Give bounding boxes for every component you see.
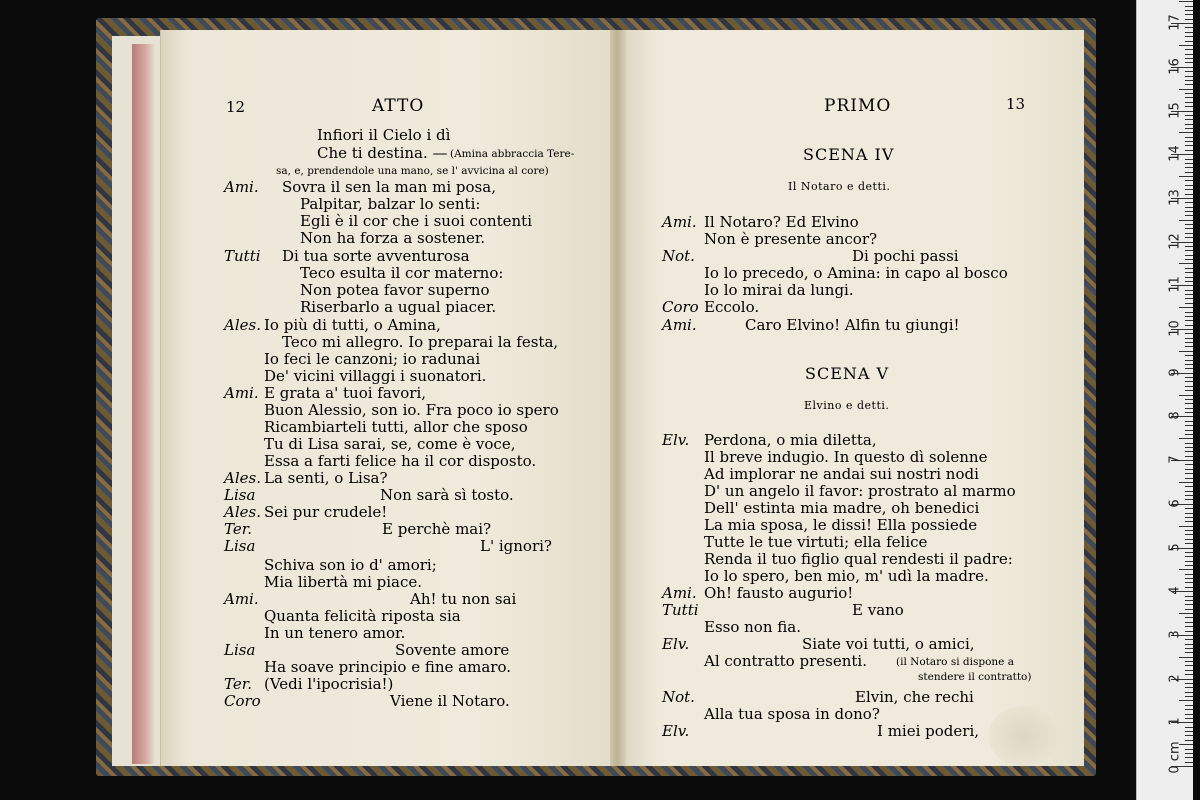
ruler-tick bbox=[1185, 141, 1193, 142]
ruler-label: 17 bbox=[1167, 14, 1183, 31]
ruler-tick bbox=[1185, 150, 1193, 151]
speaker-label: Coro bbox=[224, 692, 261, 710]
ruler-label: 7 bbox=[1167, 455, 1183, 464]
ruler-tick bbox=[1185, 644, 1193, 645]
verse-line: Sovra il sen la man mi posa, bbox=[282, 178, 496, 196]
ruler-tick bbox=[1185, 159, 1193, 160]
ruler-tick bbox=[1185, 718, 1193, 719]
speaker-label: Elv. bbox=[662, 722, 690, 740]
ruler-tick bbox=[1185, 604, 1193, 605]
verse-line: Io lo mirai da lungi. bbox=[704, 281, 854, 299]
ruler-tick bbox=[1185, 360, 1193, 361]
ruler-tick bbox=[1185, 290, 1193, 291]
ruler-tick bbox=[1185, 762, 1193, 763]
verse-line: Ah! tu non sai bbox=[410, 590, 517, 608]
ruler-tick bbox=[1185, 543, 1193, 544]
ruler-tick bbox=[1185, 648, 1193, 649]
ruler-tick bbox=[1185, 281, 1193, 282]
ruler-tick bbox=[1185, 622, 1193, 623]
ruler-tick bbox=[1185, 552, 1193, 553]
ruler-tick bbox=[1185, 76, 1193, 77]
verse-line: Tu di Lisa sarai, se, come è voce, bbox=[264, 435, 516, 453]
ruler-tick bbox=[1185, 80, 1193, 81]
speaker-label: Ami. bbox=[662, 316, 697, 334]
scene-characters: Il Notaro e detti. bbox=[788, 180, 891, 193]
verse-line: Essa a farti felice ha il cor disposto. bbox=[264, 452, 537, 470]
verse-line: Ha soave principio e fine amaro. bbox=[264, 658, 511, 676]
ruler-tick bbox=[1185, 128, 1193, 129]
verse-line: Dell' estinta mia madre, oh benedici bbox=[704, 499, 980, 517]
verse-line: Il breve indugio. In questo dì solenne bbox=[704, 448, 988, 466]
ruler-label: 5 bbox=[1167, 542, 1183, 552]
verse-line: Il Notaro? Ed Elvino bbox=[704, 213, 859, 231]
verse-line: D' un angelo il favor: prostrato al marmo bbox=[704, 482, 1016, 500]
verse-line: Teco mi allegro. Io preparai la festa, bbox=[282, 333, 559, 351]
ruler-tick bbox=[1185, 705, 1193, 706]
ruler-tick bbox=[1185, 578, 1193, 579]
ruler-tick bbox=[1185, 412, 1193, 413]
ruler-tick bbox=[1179, 395, 1193, 396]
ruler-tick bbox=[1179, 569, 1193, 570]
ruler-tick bbox=[1185, 185, 1193, 186]
speaker-label: Ales. bbox=[224, 469, 261, 487]
ruler-label: 0 cm bbox=[1167, 741, 1183, 774]
verse-line: Schiva son io d' amori; bbox=[264, 556, 437, 574]
ruler-tick bbox=[1185, 735, 1193, 736]
ruler-tick bbox=[1185, 312, 1193, 313]
speaker-label: Ales. bbox=[224, 503, 261, 521]
ruler-tick bbox=[1185, 670, 1193, 671]
ruler-tick bbox=[1185, 145, 1193, 146]
ruler-tick bbox=[1185, 228, 1193, 229]
speaker-label: Tutti bbox=[224, 247, 261, 265]
ruler-label: 4 bbox=[1167, 586, 1183, 595]
ruler-tick bbox=[1185, 464, 1193, 465]
ruler-tick bbox=[1185, 268, 1193, 269]
ruler-tick bbox=[1185, 600, 1193, 601]
verse-line: Sovente amore bbox=[395, 641, 510, 659]
ruler-tick bbox=[1185, 434, 1193, 435]
ruler-tick bbox=[1185, 447, 1193, 448]
ruler-tick bbox=[1185, 478, 1193, 479]
ruler-tick bbox=[1185, 587, 1193, 588]
ruler-tick bbox=[1185, 19, 1193, 20]
verse-line: Oh! fausto augurio! bbox=[704, 584, 854, 602]
ruler-tick bbox=[1185, 115, 1193, 116]
ruler-tick bbox=[1185, 32, 1193, 33]
ruler-tick bbox=[1185, 753, 1193, 754]
ruler-tick bbox=[1179, 263, 1193, 264]
ruler-label: 8 bbox=[1167, 411, 1183, 421]
ruler-tick bbox=[1185, 167, 1193, 168]
ruler-tick bbox=[1185, 425, 1193, 426]
ruler-tick bbox=[1185, 180, 1193, 181]
ruler-tick bbox=[1185, 530, 1193, 531]
ruler-tick bbox=[1185, 320, 1193, 321]
ruler-tick bbox=[1185, 194, 1193, 195]
verse-line: Renda il tuo figlio qual rendesti il padre: bbox=[704, 550, 1013, 568]
scene-characters: Elvino e detti. bbox=[804, 399, 890, 412]
ruler-tick bbox=[1185, 58, 1193, 59]
ruler-tick bbox=[1185, 386, 1193, 387]
ruler-tick bbox=[1185, 84, 1193, 85]
ruler-tick bbox=[1185, 215, 1193, 216]
ruler-tick bbox=[1185, 342, 1193, 343]
verse-line: Sei pur crudele! bbox=[264, 503, 388, 521]
ruler-tick bbox=[1179, 307, 1193, 308]
ruler-tick bbox=[1185, 521, 1193, 522]
ruler-tick bbox=[1185, 403, 1193, 404]
ruler-tick bbox=[1185, 49, 1193, 50]
ruler-label: 11 bbox=[1167, 276, 1183, 294]
paper-stain bbox=[988, 706, 1058, 766]
ruler-tick bbox=[1185, 683, 1193, 684]
verse-line: Perdona, o mia diletta, bbox=[704, 431, 877, 449]
verse-line: E grata a' tuoi favori, bbox=[264, 384, 427, 402]
ruler-tick bbox=[1185, 294, 1193, 295]
ruler-tick bbox=[1185, 661, 1193, 662]
speaker-label: Ami. bbox=[224, 590, 259, 608]
ruler-tick bbox=[1185, 582, 1193, 583]
speaker-label: Ales. bbox=[224, 316, 261, 334]
ruler-tick bbox=[1185, 102, 1193, 103]
verse-line: Quanta felicità riposta sia bbox=[264, 607, 461, 625]
ruler-tick bbox=[1179, 351, 1193, 352]
ruler-tick bbox=[1185, 211, 1193, 212]
ruler-tick bbox=[1185, 421, 1193, 422]
verse-line: Non sarà sì tosto. bbox=[380, 486, 514, 504]
ruler-tick bbox=[1185, 233, 1193, 234]
verse-line: Teco esulta il cor materno: bbox=[300, 264, 504, 282]
verse-line: Ad implorar ne andai sui nostri nodi bbox=[704, 465, 979, 483]
measuring-ruler bbox=[1136, 0, 1193, 800]
running-head-left: ATTO bbox=[372, 96, 425, 116]
ruler-tick bbox=[1185, 473, 1193, 474]
ruler-tick bbox=[1185, 692, 1193, 693]
speaker-label: Ami. bbox=[224, 384, 259, 402]
verse-line: Non potea favor superno bbox=[300, 281, 490, 299]
speaker-label: Not. bbox=[662, 688, 695, 706]
ruler-tick bbox=[1185, 377, 1193, 378]
verse-line: Io più di tutti, o Amina, bbox=[264, 316, 441, 334]
ruler-label: 1 bbox=[1167, 717, 1183, 726]
ruler-tick bbox=[1185, 430, 1193, 431]
ruler-tick bbox=[1185, 561, 1193, 562]
verse-line: Esso non fia. bbox=[704, 618, 801, 636]
speaker-label: Ami. bbox=[662, 213, 697, 231]
ruler-tick bbox=[1185, 617, 1193, 618]
ruler-tick bbox=[1185, 237, 1193, 238]
verse-line: Io feci le canzoni; io radunai bbox=[264, 350, 481, 368]
verse-line: E perchè mai? bbox=[382, 520, 492, 538]
ruler-tick bbox=[1185, 513, 1193, 514]
ruler-tick bbox=[1185, 740, 1193, 741]
ruler-tick bbox=[1185, 534, 1193, 535]
ruler-tick bbox=[1185, 687, 1193, 688]
ruler-tick bbox=[1185, 486, 1193, 487]
ruler-tick bbox=[1185, 517, 1193, 518]
verse-line: Viene il Notaro. bbox=[390, 692, 510, 710]
ruler-tick bbox=[1179, 89, 1193, 90]
ruler-tick bbox=[1185, 508, 1193, 509]
ruler-tick bbox=[1185, 316, 1193, 317]
ruler-tick bbox=[1185, 255, 1193, 256]
ruler-label: 3 bbox=[1167, 630, 1183, 639]
ruler-tick bbox=[1185, 338, 1193, 339]
ruler-tick bbox=[1185, 119, 1193, 120]
verse-line: Palpitar, balzar lo senti: bbox=[300, 195, 481, 213]
ruler-tick bbox=[1185, 10, 1193, 11]
ruler-tick bbox=[1185, 71, 1193, 72]
ruler-tick bbox=[1185, 456, 1193, 457]
verse-line: Mia libertà mi piace. bbox=[264, 573, 423, 591]
verse-line: (Vedi l'ipocrisia!) bbox=[264, 675, 394, 693]
ruler-label: 6 bbox=[1167, 499, 1183, 508]
ruler-tick bbox=[1185, 298, 1193, 299]
ruler-tick bbox=[1185, 665, 1193, 666]
speaker-label: Tutti bbox=[662, 601, 699, 619]
ruler-tick bbox=[1185, 163, 1193, 164]
ruler-tick bbox=[1185, 596, 1193, 597]
ruler-tick bbox=[1185, 381, 1193, 382]
speaker-label: Ter. bbox=[224, 520, 253, 538]
ruler-tick bbox=[1179, 132, 1193, 133]
page-number-left: 12 bbox=[226, 98, 246, 116]
ruler-label: 9 bbox=[1167, 368, 1183, 377]
verse-line: Buon Alessio, son io. Fra poco io spero bbox=[264, 401, 559, 419]
ruler-tick bbox=[1179, 1, 1193, 2]
verse-line: I miei poderi, bbox=[877, 722, 980, 740]
ruler-tick bbox=[1185, 499, 1193, 500]
ruler-tick bbox=[1179, 657, 1193, 658]
ruler-tick bbox=[1185, 408, 1193, 409]
ruler-tick bbox=[1185, 443, 1193, 444]
ruler-tick bbox=[1185, 41, 1193, 42]
ruler-tick bbox=[1185, 277, 1193, 278]
ruler-tick bbox=[1179, 700, 1193, 701]
ruler-tick bbox=[1185, 97, 1193, 98]
speaker-label: Elv. bbox=[662, 635, 690, 653]
ruler-tick bbox=[1185, 749, 1193, 750]
ruler-label: 16 bbox=[1167, 58, 1183, 75]
scene-title: SCENA V bbox=[805, 364, 890, 383]
ruler-tick bbox=[1185, 652, 1193, 653]
ruler-tick bbox=[1185, 36, 1193, 37]
ruler-label: 13 bbox=[1167, 189, 1183, 206]
ruler-tick bbox=[1179, 482, 1193, 483]
ruler-tick bbox=[1185, 714, 1193, 715]
ruler-tick bbox=[1185, 346, 1193, 347]
ruler-tick bbox=[1185, 272, 1193, 273]
ruler-tick bbox=[1179, 438, 1193, 439]
ruler-tick bbox=[1185, 390, 1193, 391]
ruler-tick bbox=[1185, 731, 1193, 732]
verse-line: Io lo spero, ben mio, m' udì la madre. bbox=[704, 567, 989, 585]
ruler-tick bbox=[1185, 27, 1193, 28]
ruler-tick bbox=[1179, 220, 1193, 221]
verse-line: Alla tua sposa in dono? bbox=[704, 705, 880, 723]
ruler-tick bbox=[1185, 565, 1193, 566]
verse-line: Elvin, che rechi bbox=[855, 688, 974, 706]
speaker-label: Lisa bbox=[224, 641, 256, 659]
verse-line: Di pochi passi bbox=[852, 247, 959, 265]
ruler-tick bbox=[1185, 626, 1193, 627]
verse-line: Egli è il cor che i suoi contenti bbox=[300, 212, 533, 230]
ruler-tick bbox=[1185, 399, 1193, 400]
verse-line: Non ha forza a sostener. bbox=[300, 229, 486, 247]
ruler-tick bbox=[1185, 495, 1193, 496]
book-gutter bbox=[610, 30, 626, 766]
ruler-tick bbox=[1185, 451, 1193, 452]
ruler-tick bbox=[1185, 62, 1193, 63]
verse-line: Al contratto presenti. bbox=[704, 652, 867, 670]
speaker-label: Not. bbox=[662, 247, 695, 265]
verse-line: Di tua sorte avventurosa bbox=[282, 247, 470, 265]
ruler-tick bbox=[1185, 172, 1193, 173]
running-head-right: PRIMO bbox=[824, 96, 892, 116]
verse-line: Siate voi tutti, o amici, bbox=[802, 635, 975, 653]
ruler-tick bbox=[1185, 469, 1193, 470]
speaker-label: Ter. bbox=[224, 675, 253, 693]
verse-line: La senti, o Lisa? bbox=[264, 469, 388, 487]
ruler-tick bbox=[1185, 54, 1193, 55]
ruler-tick bbox=[1185, 674, 1193, 675]
verse-line: L' ignori? bbox=[480, 537, 552, 555]
stage-direction: (il Notaro si dispone a bbox=[896, 656, 1014, 668]
ruler-label: 14 bbox=[1167, 145, 1183, 162]
ruler-label: 2 bbox=[1167, 673, 1183, 683]
speaker-label: Lisa bbox=[224, 537, 256, 555]
ruler-tick bbox=[1185, 6, 1193, 7]
verse-line: Tutte le tue virtuti; ella felice bbox=[704, 533, 928, 551]
ruler-tick bbox=[1185, 14, 1193, 15]
ruler-tick bbox=[1185, 631, 1193, 632]
ruler-tick bbox=[1179, 176, 1193, 177]
verse-line: Riserbarlo a ugual piacer. bbox=[300, 298, 497, 316]
verse-line: De' vicini villaggi i suonatori. bbox=[264, 367, 487, 385]
ruler-tick bbox=[1185, 696, 1193, 697]
ruler-tick bbox=[1185, 124, 1193, 125]
ruler-tick bbox=[1185, 355, 1193, 356]
verse-line: Infiori il Cielo i dì bbox=[317, 126, 451, 144]
ruler-tick bbox=[1185, 246, 1193, 247]
stage-direction: stendere il contratto) bbox=[918, 671, 1032, 683]
page-number-right: 13 bbox=[1006, 95, 1026, 113]
ruler-tick bbox=[1185, 539, 1193, 540]
stage-direction: sa, e, prendendole una mano, se l' avvicina al core) bbox=[276, 165, 549, 177]
ruler-label: 15 bbox=[1167, 101, 1183, 119]
verse-line: In un tenero amor. bbox=[264, 624, 406, 642]
ruler-tick bbox=[1185, 106, 1193, 107]
verse-line: E vano bbox=[852, 601, 904, 619]
ruler-tick bbox=[1185, 259, 1193, 260]
ruler-tick bbox=[1185, 93, 1193, 94]
ruler-tick bbox=[1185, 757, 1193, 758]
verse-line: Caro Elvino! Alfin tu giungi! bbox=[745, 316, 960, 334]
ruler-tick bbox=[1185, 609, 1193, 610]
ruler-tick bbox=[1185, 639, 1193, 640]
ruler-tick bbox=[1185, 556, 1193, 557]
speaker-label: Lisa bbox=[224, 486, 256, 504]
ruler-tick bbox=[1179, 613, 1193, 614]
verse-line: Ricambiarteli tutti, allor che sposo bbox=[264, 418, 528, 436]
verse-line: Che ti destina. — bbox=[317, 144, 448, 162]
speaker-label: Ami. bbox=[662, 584, 697, 602]
ruler-tick bbox=[1185, 207, 1193, 208]
ruler-label: 12 bbox=[1167, 232, 1183, 250]
verse-line: La mia sposa, le dissi! Ella possiede bbox=[704, 516, 978, 534]
ruler-tick bbox=[1185, 250, 1193, 251]
ruler-tick bbox=[1179, 45, 1193, 46]
ruler-tick bbox=[1185, 333, 1193, 334]
speaker-label: Elv. bbox=[662, 431, 690, 449]
ruler-tick bbox=[1179, 526, 1193, 527]
scene-title: SCENA IV bbox=[803, 145, 895, 164]
verse-line: Eccolo. bbox=[704, 298, 760, 316]
ruler-tick bbox=[1185, 574, 1193, 575]
ruler-tick bbox=[1185, 189, 1193, 190]
speaker-label: Coro bbox=[662, 298, 699, 316]
pink-endpaper bbox=[132, 44, 154, 764]
ruler-tick bbox=[1185, 224, 1193, 225]
ruler-tick bbox=[1185, 491, 1193, 492]
speaker-label: Ami. bbox=[224, 178, 259, 196]
ruler-tick bbox=[1185, 303, 1193, 304]
ruler-label: 10 bbox=[1167, 320, 1183, 337]
ruler-tick bbox=[1185, 368, 1193, 369]
ruler-tick bbox=[1185, 137, 1193, 138]
ruler-tick bbox=[1185, 727, 1193, 728]
ruler-tick bbox=[1185, 202, 1193, 203]
ruler-tick bbox=[1185, 364, 1193, 365]
ruler-tick bbox=[1185, 325, 1193, 326]
stage-direction: (Amina abbraccia Tere- bbox=[450, 148, 575, 160]
verse-line: Non è presente ancor? bbox=[704, 230, 878, 248]
ruler-tick bbox=[1185, 709, 1193, 710]
verse-line: Io lo precedo, o Amina: in capo al bosco bbox=[704, 264, 1008, 282]
